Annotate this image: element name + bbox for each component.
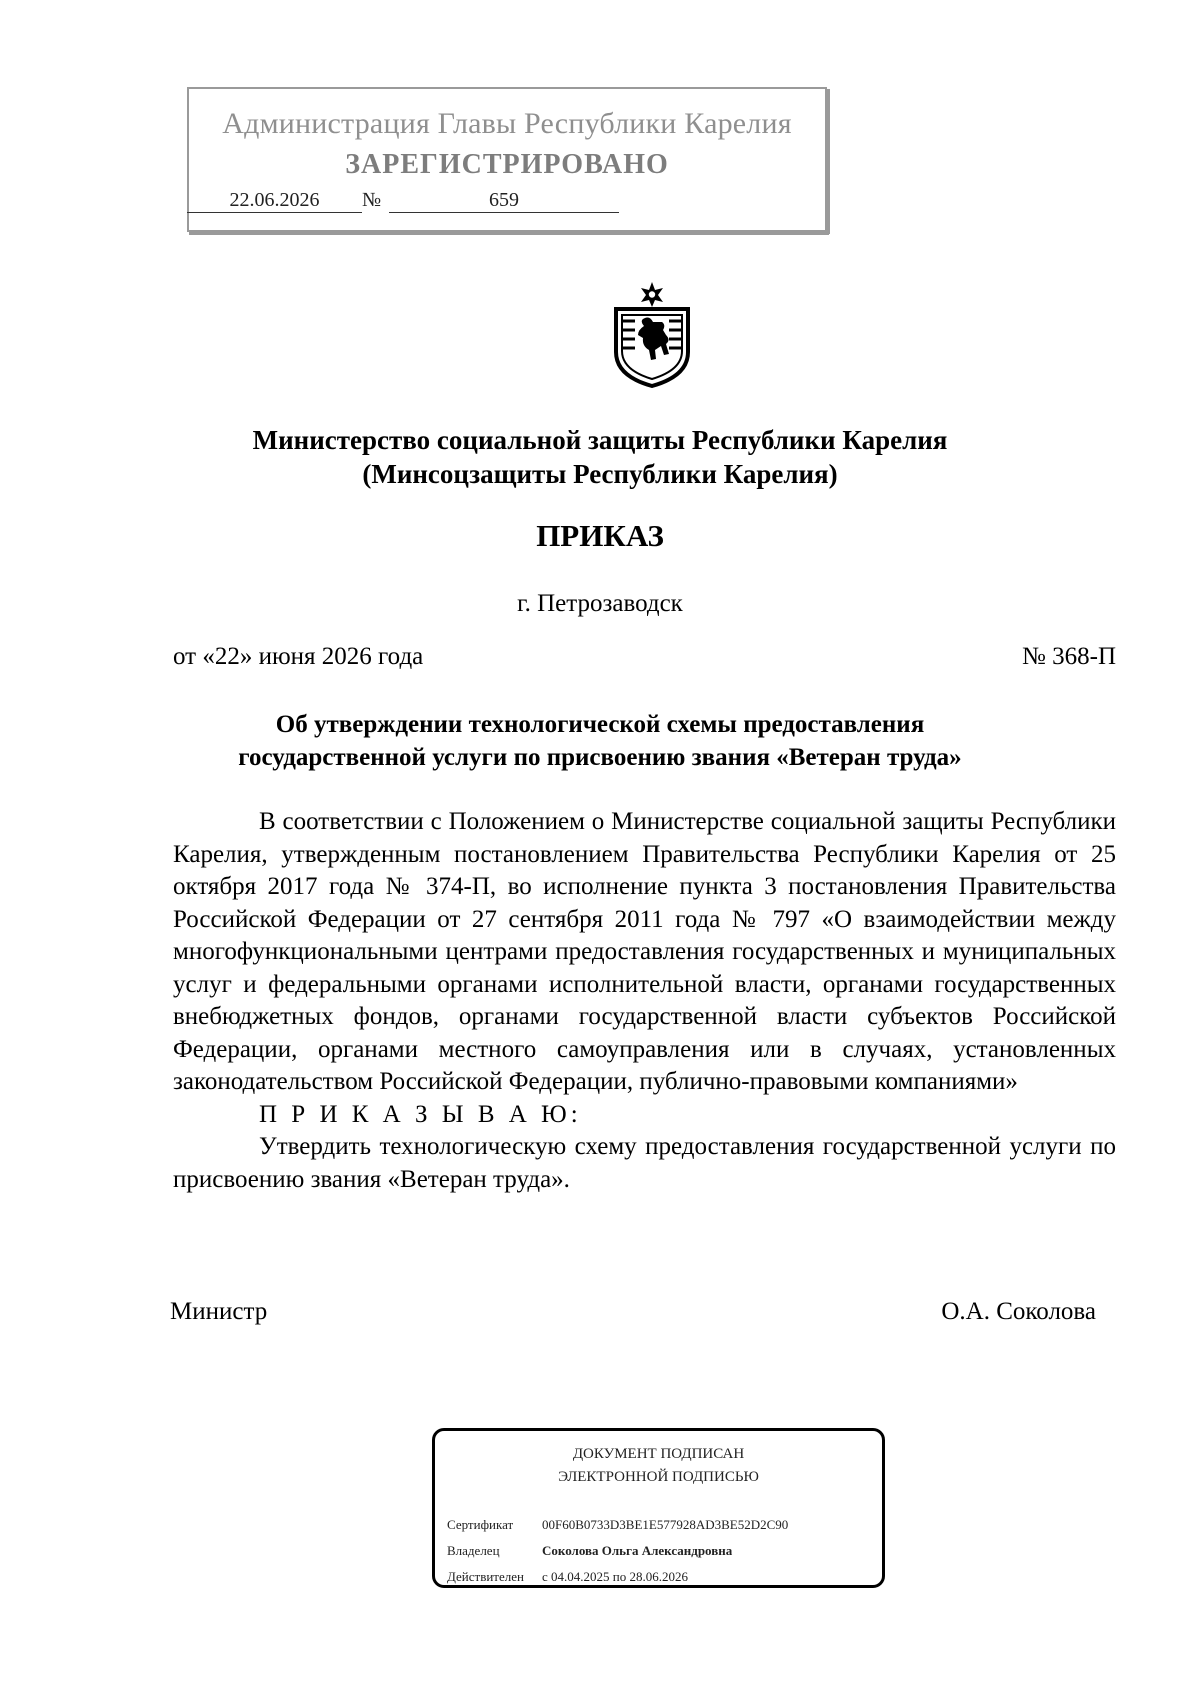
registration-date: 22.06.2026 — [187, 189, 362, 213]
esign-owner-label: Владелец — [447, 1543, 500, 1558]
document-number: № 368-П — [1022, 643, 1116, 670]
city: г. Петрозаводск — [517, 590, 683, 617]
subject-line-1: Об утверждении технологической схемы предоставления — [275, 711, 925, 738]
star-icon — [641, 282, 663, 307]
esign-certificate-value: 00F60B0733D3BE1E577928AD3BE52D2C90 — [542, 1517, 789, 1532]
esign-title-line-1: ДОКУМЕНТ ПОДПИСАН — [572, 1446, 745, 1462]
document-date: от «22» июня 2026 года — [173, 643, 424, 670]
esign-valid-row — [447, 1569, 688, 1585]
document-body — [173, 806, 1116, 1196]
karelia-coat-of-arms-icon — [609, 280, 695, 388]
order-word: П Р И К А З Ы В А Ю: — [259, 1100, 582, 1128]
document-type: ПРИКАЗ — [536, 518, 664, 553]
esign-title — [435, 1443, 882, 1489]
organization-line-2: (Минсоцзащиты Республики Карелия) — [362, 459, 838, 489]
electronic-signature-stamp — [432, 1428, 885, 1588]
esign-certificate-row — [447, 1517, 788, 1533]
order-paragraph: Утвердить технологическую схему предоставления государственной услуги по присвоению звания «Ветеран труда». — [173, 1133, 1116, 1193]
registration-status: ЗАРЕГИСТРИРОВАНО — [345, 149, 669, 180]
organization-name — [0, 423, 1200, 491]
esign-valid-label: Действителен — [447, 1569, 524, 1584]
esign-owner-value: Соколова Ольга Александровна — [542, 1543, 733, 1558]
signatory-name: О.А. Соколова — [941, 1298, 1096, 1325]
signatory-title: Министр — [170, 1298, 268, 1325]
subject-line-2: государственной услуги по присвоению звания «Ветеран труда» — [238, 744, 962, 771]
registration-organization: Администрация Главы Республики Карелия — [222, 107, 792, 140]
esign-title-line-2: ЭЛЕКТРОННОЙ ПОДПИСЬЮ — [558, 1469, 759, 1485]
registration-number: 659 — [389, 189, 619, 213]
organization-line-1: Министерство социальной защиты Республики Карелия — [252, 425, 948, 455]
registration-stamp — [187, 87, 827, 232]
esign-valid-value: с 04.04.2025 по 28.06.2026 — [542, 1569, 688, 1584]
document-subject — [0, 708, 1200, 774]
esign-certificate-label: Сертификат — [447, 1517, 514, 1532]
esign-owner-row — [447, 1543, 732, 1559]
preamble-paragraph: В соответствии с Положением о Министерстве социальной защиты Республики Карелия, утвержденным постановлением Правительства Республики Карелия от 25 октября 2017 года № 374-П, во исполнение пункта 3 постановления Правительства Российской Федерации от 27 сентября 2011 года № 797 «О взаимодействии между многофункциональными центрами предоставления государственных и муниципальных услуг и федеральными органами исполнительной власти, органами государственных внебюджетных фондов, органами государственной власти субъектов Российской Федерации, органами местного самоуправления или в случаях, установленных законодательством Российской Федерации, публично-правовыми компаниями» — [173, 808, 1116, 1095]
registration-number-label: № — [362, 189, 382, 211]
